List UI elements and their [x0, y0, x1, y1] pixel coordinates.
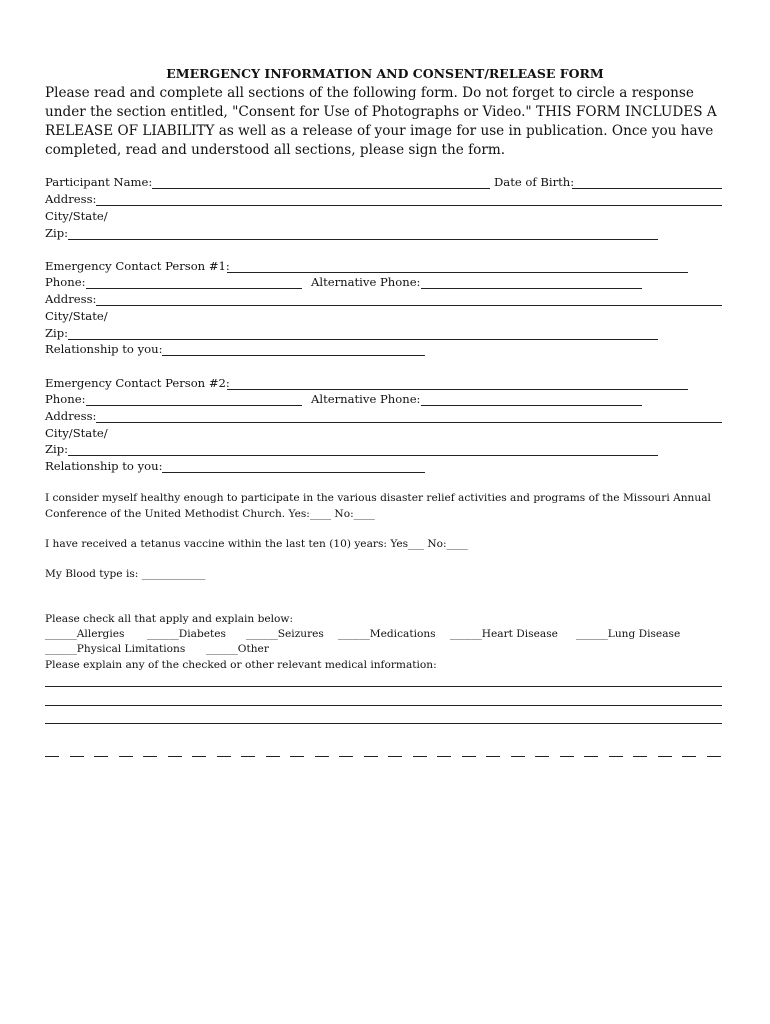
dob-label: Date of Birth:: [494, 175, 575, 189]
dash-segment: [609, 749, 623, 757]
contact2-address-label: Address:: [45, 409, 97, 423]
dob-field[interactable]: [572, 176, 722, 189]
contact2-city-label: City/State/: [45, 426, 108, 440]
dash-segment: [633, 749, 647, 757]
dash-segment: [70, 749, 84, 757]
dash-segment: [339, 749, 353, 757]
contact2-relationship-field[interactable]: [162, 460, 425, 473]
address-label: Address:: [45, 192, 97, 206]
address-field[interactable]: [96, 193, 722, 206]
condition-allergies[interactable]: ______Allergies: [45, 628, 125, 640]
condition-medications[interactable]: ______Medications: [338, 628, 436, 640]
contact2-phone-field[interactable]: [86, 393, 302, 406]
contact1-relationship-label: Relationship to you:: [45, 342, 163, 356]
dash-segment: [584, 749, 598, 757]
condition-physical-limitations[interactable]: ______Physical Limitations: [45, 643, 186, 655]
contact1-address-field[interactable]: [96, 293, 722, 306]
contact1-phone-field[interactable]: [86, 276, 302, 289]
dash-segment: [413, 749, 427, 757]
city-state-zip-field[interactable]: [68, 227, 658, 240]
zip-label: Zip:: [45, 226, 69, 240]
dash-segment: [511, 749, 525, 757]
dash-segment: [192, 749, 206, 757]
dash-segment: [560, 749, 574, 757]
condition-lung-disease[interactable]: ______Lung Disease: [576, 628, 681, 640]
explain-line-3[interactable]: [45, 711, 722, 724]
explain-line-2[interactable]: [45, 693, 722, 706]
city-state-label: City/State/: [45, 209, 108, 223]
dash-segment: [682, 749, 696, 757]
participant-name-field[interactable]: [152, 176, 490, 189]
dash-segment: [241, 749, 255, 757]
dash-segment: [266, 749, 280, 757]
contact1-alt-phone-label: Alternative Phone:: [311, 275, 421, 289]
dash-segment: [45, 749, 59, 757]
dash-segment: [143, 749, 157, 757]
contact2-phone-label: Phone:: [45, 392, 86, 406]
dash-segment: [217, 749, 231, 757]
dash-segment: [707, 749, 721, 757]
condition-heart-disease[interactable]: ______Heart Disease: [450, 628, 558, 640]
blood-type-statement: My Blood type is: ____________: [45, 568, 206, 580]
participant-name-label: Participant Name:: [45, 175, 153, 189]
dash-segment: [535, 749, 549, 757]
contact1-city-label: City/State/: [45, 309, 108, 323]
dash-segment: [658, 749, 672, 757]
condition-other[interactable]: ______Other: [206, 643, 269, 655]
contact2-address-field[interactable]: [96, 410, 722, 423]
condition-seizures[interactable]: ______Seizures: [246, 628, 324, 640]
contact2-person-label: Emergency Contact Person #2:: [45, 376, 230, 390]
dash-segment: [388, 749, 402, 757]
contact2-alt-phone-field[interactable]: [421, 393, 642, 406]
health-statement-line1: I consider myself healthy enough to participate in the various disaster relief activities and programs of the Missouri Annual: [45, 492, 711, 504]
contact1-person-label: Emergency Contact Person #1:: [45, 259, 230, 273]
dash-segment: [315, 749, 329, 757]
contact1-zip-label: Zip:: [45, 326, 69, 340]
dash-segment: [290, 749, 304, 757]
contact1-zip-field[interactable]: [68, 327, 658, 340]
contact1-person-field[interactable]: [227, 260, 688, 273]
contact2-alt-phone-label: Alternative Phone:: [311, 392, 421, 406]
health-statement-line2: Conference of the United Methodist Church. Yes:____ No:____: [45, 508, 375, 520]
contact1-address-label: Address:: [45, 292, 97, 306]
contact2-zip-label: Zip:: [45, 442, 69, 456]
contact1-relationship-field[interactable]: [162, 343, 425, 356]
dash-segment: [364, 749, 378, 757]
form-title: EMERGENCY INFORMATION AND CONSENT/RELEASE FORM: [166, 66, 604, 81]
contact2-relationship-label: Relationship to you:: [45, 459, 163, 473]
contact1-phone-label: Phone:: [45, 275, 86, 289]
explain-line-1[interactable]: [45, 674, 722, 687]
form-instructions: Please read and complete all sections of the following form. Do not forget to circle a response under the section entitled, "Consent for Use of Photographs or Video." THIS FORM INCLUDES A RELEASE OF LIABILITY as well as a release of your image for use in publication. Once you have completed, read and understood all sections, please sign the form.: [45, 85, 717, 158]
contact2-zip-field[interactable]: [68, 443, 658, 456]
contact1-alt-phone-field[interactable]: [421, 276, 642, 289]
dash-segment: [94, 749, 108, 757]
conditions-intro: Please check all that apply and explain below:: [45, 613, 294, 625]
dash-segment: [486, 749, 500, 757]
contact2-person-field[interactable]: [227, 377, 688, 390]
explain-prompt: Please explain any of the checked or other relevant medical information:: [45, 659, 437, 671]
tetanus-statement: I have received a tetanus vaccine within the last ten (10) years: Yes___ No:____: [45, 538, 468, 550]
dash-segment: [462, 749, 476, 757]
dash-segment: [437, 749, 451, 757]
dash-segment: [119, 749, 133, 757]
dash-segment: [168, 749, 182, 757]
condition-diabetes[interactable]: ______Diabetes: [147, 628, 226, 640]
